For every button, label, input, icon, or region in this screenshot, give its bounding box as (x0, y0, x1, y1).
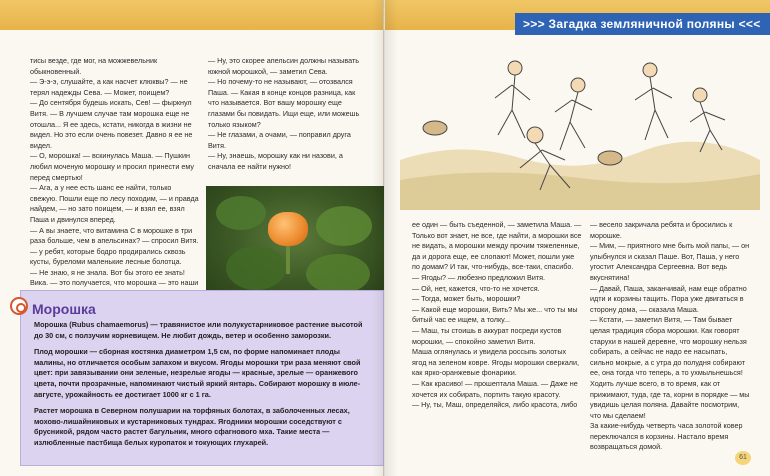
info-title: Морошка (32, 301, 96, 317)
chapter-title-banner: >>> Загадка земляничной поляны <<< (515, 13, 770, 35)
paragraph: — Ягоды? — любезно предложил Витя. (412, 272, 546, 282)
paragraph: — Ну, это скорее апельсин должны называть южной морошкой, — заметил Сева. (208, 56, 360, 76)
paragraph: — Не знаю, я не знала. Вот бы этого ее знать! Вика. — это получается, что морошка — это наши (30, 267, 199, 288)
paragraph: — Тогда, может быть, морошки? (412, 294, 521, 304)
paragraph: Маша оглянулась и увидела россыпь золотых ягод на зеленом ковре. Ягоды морошки сверкали, как ярко-оранжевые фонарики. (412, 347, 579, 378)
paragraph: — До сентября будешь искать, Сев! — фыркнул Витя. — В лучшем случае там морошка еще не отошла... Я ее здесь, кстати, никогда в жизни не видел. Но это если очень повезет. Давно я ее не видел. (30, 98, 193, 150)
paragraph: — Ну, знаешь, морошку как ни назови, а сначала ее найти нужно! (208, 151, 343, 171)
paragraph: За какие-нибудь четверть часа золотой ковер переключался в корзины. Настало время возвращаться домой. (590, 421, 743, 452)
paragraph: — Мим, — приятного мне быть мой папы, — он улыбнулся и сказал Паше. Вот, Паша, у него угостит Александра Сергеевна. Вот ведь вкуснятина! (590, 241, 750, 282)
cloudberry-photo (206, 186, 384, 300)
info-paragraph: Растет морошка в Северном полушарии на торфяных болотах, в заболоченных лесах, мохово-лишайниковых и кустарниковых тундрах. Ягодники морошки соседствуют с брусникой, рядом часто растет багульник, много сфагнового мха. Такие места — излюбленные пастбища белых куропаток и токующих глухарей. (34, 406, 350, 447)
paragraph: — Ага, а у нее есть шанс ее найти, только свежую. Пошли еще по лесу походим, — и правда найдем, — но зато поищем, — и взял ее, взял Паша и двинулся вперед. (30, 183, 199, 224)
paragraph: — Маш, ты стоишь в аккурат посреди кустов морошки, — спокойно заметил Витя. (412, 325, 562, 346)
info-paragraph: Плод морошки — сборная костянка диаметром 1,5 см, по форме напоминает плоды малины, но отличается особым запахом и вкусом. Ягоды морошки три раза меняют свой цвет: при завязывании они зеленые, незрелые ягоды — красные, зрелые — оранжевого цвета, почти прозрачные, напоминают чистый яркий янтарь. Собирают морошку в июле-августе, урожайность ее достигает 1000 кг с 1 га. (34, 347, 361, 399)
paragraph: — весело закричала ребята и бросились к морошке. (590, 220, 733, 240)
leaf-shape (316, 206, 372, 246)
paragraph: — Как красиво! — прошептала Маша. — Даже не хочется их собирать, портить такую красоту. (412, 378, 578, 399)
leaf-shape (306, 254, 370, 294)
paragraph: — Давай, Паша, заканчивай, нам еще обратно идти и корзины тащить. Пора уже двигаться в сторону дома, — сказала Маша. (590, 283, 747, 314)
paragraph: — Не глазами, а очами, — поправил друга Витя. (208, 130, 351, 150)
info-text (34, 320, 372, 455)
paragraph: — Какой еще морошки, Вить? Мы же... что ты мы битый час ее ищем, а толку... (412, 304, 578, 325)
child-head (571, 78, 585, 92)
paragraph: — Э-э-э, слушайте, а как насчет клюквы? — не терял надежды Сева. — Может, поищем? (30, 77, 188, 97)
child-head (508, 61, 522, 75)
story-column-4 (590, 220, 750, 453)
info-paragraph: Морошка (Rubus chamaemorus) — травянистое или полукустарниковое растение высотой до 30 см, с ползучим корневищем. Не любит дождь, ветер и особенно заморозки. (34, 320, 363, 340)
story-column-3 (412, 220, 582, 411)
basket-shape (598, 151, 622, 165)
paragraph: — Ну, ты, Маш, определяйся, либо красота, либо (412, 400, 578, 410)
page-number: 61 (735, 451, 751, 465)
stem-shape (286, 244, 290, 274)
leaf-shape (216, 196, 266, 230)
paragraph: — Кстати, — заметил Витя, — Там бывает целая традиция сбора морошки. Как говорят старухи в нашей деревне, что морошку нельзя собирать, а сейчас не надо ее насыпать, сильно мокрые, а с утра до полудня собирают ее, она тогда что теперь, а то ухмыльнешься! Ходить лучше всего, в то время, как от прижимают, туда, где та, корни в порядке — мы увидишь целая поляна. Давайте посмотрим, что мы сделаем! (590, 315, 750, 420)
top-decorative-band (0, 0, 383, 30)
story-column-2 (208, 56, 368, 173)
paragraph: — Но почему-то не называют, — отозвался Паша. — Какая в конце концов разница, как что называется. Вот вашу морошку еще глазами бы повидать. Ищи еще, или можешь только языком? (208, 77, 360, 129)
basket-shape (423, 121, 447, 135)
children-picking-berries-illustration (400, 40, 760, 210)
child-head (643, 63, 657, 77)
paragraph: ее один — быть съеденной, — заметила Маша. — Только вот знает, не все, где найти, а морошки все не видать, а морошки между прочим тяжеленные, да и дорога еще, ее слопают! Может, пошли уже по домам? И так, что-нибудь, все-таки, спасибо. (412, 220, 582, 272)
child-head (693, 88, 707, 102)
story-column-1 (30, 56, 200, 300)
paragraph: — А вы знаете, что витамина С в морошке в три раза больше, чем в апельсинах? — спросил Витя. — у ребят, которые бодро продирались сквозь кусты, буреломи маленькие лесные болотца. (30, 225, 199, 267)
child-head (527, 127, 543, 143)
cloudberry-fruit (268, 212, 308, 246)
paragraph: тисы везде, где мог, на можжевельник обыкновенный. (30, 56, 158, 76)
leaf-shape (226, 246, 286, 290)
paragraph: — Ой, нет, кажется, что-то не хочется. (412, 283, 540, 293)
paragraph: — О, морошка! — вскинулась Маша. — Пушкин любил моченую морошку и просил принести ему перед смертью! (30, 151, 194, 182)
spiral-icon (10, 297, 28, 315)
